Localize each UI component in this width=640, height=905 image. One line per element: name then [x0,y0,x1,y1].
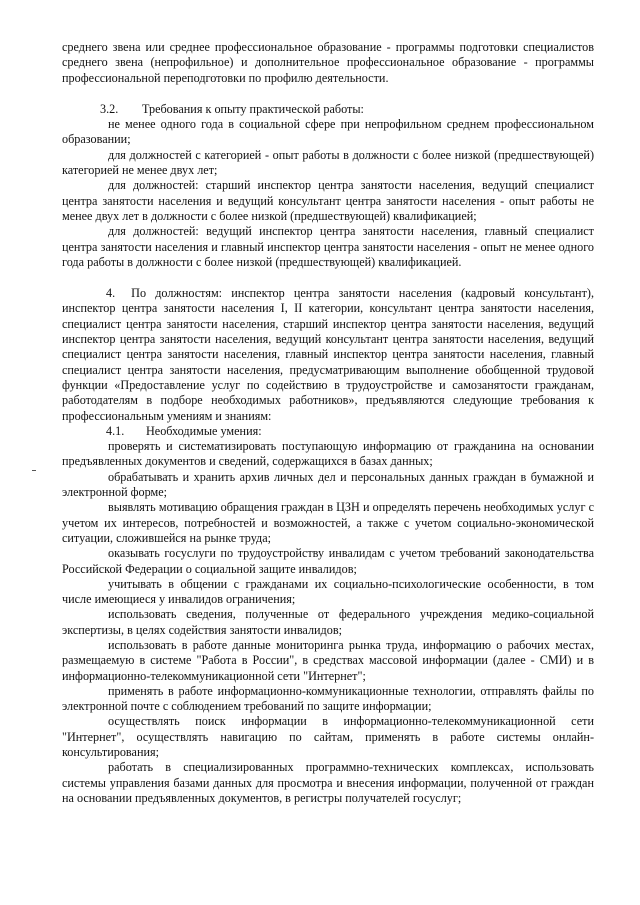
section-4-1-heading [62,424,594,439]
experience-paragraph-4: для должностей: ведущий инспектор центра занятости населения, главный специалист центра занятости населения и главный инспектор центра занятости населения - опыт не менее одного года работы в должности с более низкой (предшествующей) квалификацией. [62,224,594,269]
skill-item: использовать сведения, полученные от федерального учреждения медико-социальной экспертизы, в целях содействия занятости инвалидов; [62,607,594,637]
skill-item: обрабатывать и хранить архив личных дел и персональных данных граждан в бумажной и электронной форме; [62,469,594,500]
section-title: Требования к опыту практической работы: [142,101,364,116]
section-title: Необходимые умения: [146,423,262,438]
section-number: 4.1. [106,423,125,438]
skill-item: выявлять мотивацию обращения граждан в ЦЗН и определять перечень необходимых услуг с учетом их интересов, потребностей и возможностей, а также с учетом социально-экономической ситуации, сложившейся на рынке труда; [62,500,594,545]
skill-item: оказывать госуслуги по трудоустройству инвалидам с учетом требований законодательства Российской Федерации о социальной защите инвалидов; [62,546,594,576]
skill-item: осуществлять поиск информации в информационно-телекоммуникационной сети "Интернет", осуществлять навигацию по сайтам, применять в работе системы онлайн-консультирования; [62,714,594,760]
experience-paragraph-1: не менее одного года в социальной сфере при непрофильном среднем профессиональном образовании; [62,117,594,147]
skill-item: работать в специализированных программно-технических комплексах, использовать системы управления базами данных для просмотра и внесения информации, полученной от граждан на основании предъявленных документов, в регистры получателей госуслуг; [62,760,594,805]
skill-item: проверять и систематизировать поступающую информацию от гражданина на основании предъявленных документов и сведений, содержащихся в базах данных; [62,439,594,469]
skill-item: применять в работе информационно-коммуникационные технологии, отправлять файлы по электронной почте с соблюдением требований по защите информации; [62,683,594,714]
experience-paragraph-2: для должностей с категорией - опыт работы в должности с более низкой (предшествующей) категорией не менее двух лет; [62,147,594,178]
section-4-paragraph [62,286,594,424]
experience-paragraph-3: для должностей: старший инспектор центра занятости населения, ведущий специалист центра занятости населения и ведущий консультант центра занятости населения - опыт работы не менее двух лет в должности с более низкой (предшествующей) квалификацией; [62,178,594,223]
skill-item: учитывать в общении с гражданами их социально-психологические особенности, в том числе имеющиеся у инвалидов ограничения; [62,576,594,607]
scan-edge-mark [32,470,36,471]
section-number: 4. [106,286,116,301]
section-number: 3.2. [100,101,119,116]
section-3-2-heading [62,102,594,117]
skill-item: использовать в работе данные мониторинга рынка труда, информацию о рабочих местах, размещаемую в системе "Работа в России", в средствах массовой информации (далее - СМИ) и в информационно-телекоммуникационной сети "Интернет"; [62,637,594,683]
section-4-text: По должностям: инспектор центра занятости населения (кадровый консультант), инспектор центра занятости населения I, II категории, консультант центра занятости населения, специалист центра занятости населения, старший инспектор центра занятости населения, ведущий инспектор центра занятости населения, ведущий консультант центра занятости населения, ведущий специалист центра занятости населения, главный инспектор центра занятости населения, главный специалист центра занятости населения, предусматривающим выполнение обобщенной трудовой функции «Предоставление услуг по содействию в трудоустройстве и самозанятости гражданам, работодателям в подборе необходимых работников», предъявляются следующие требования к профессиональным умениям и знаниям: [62,286,594,423]
intro-paragraph: среднего звена или среднее профессиональное образование - программы подготовки специалистов среднего звена (непрофильное) и дополнительное профессиональное образование - программы профессиональной переподготовки по профилю деятельности. [62,40,594,85]
